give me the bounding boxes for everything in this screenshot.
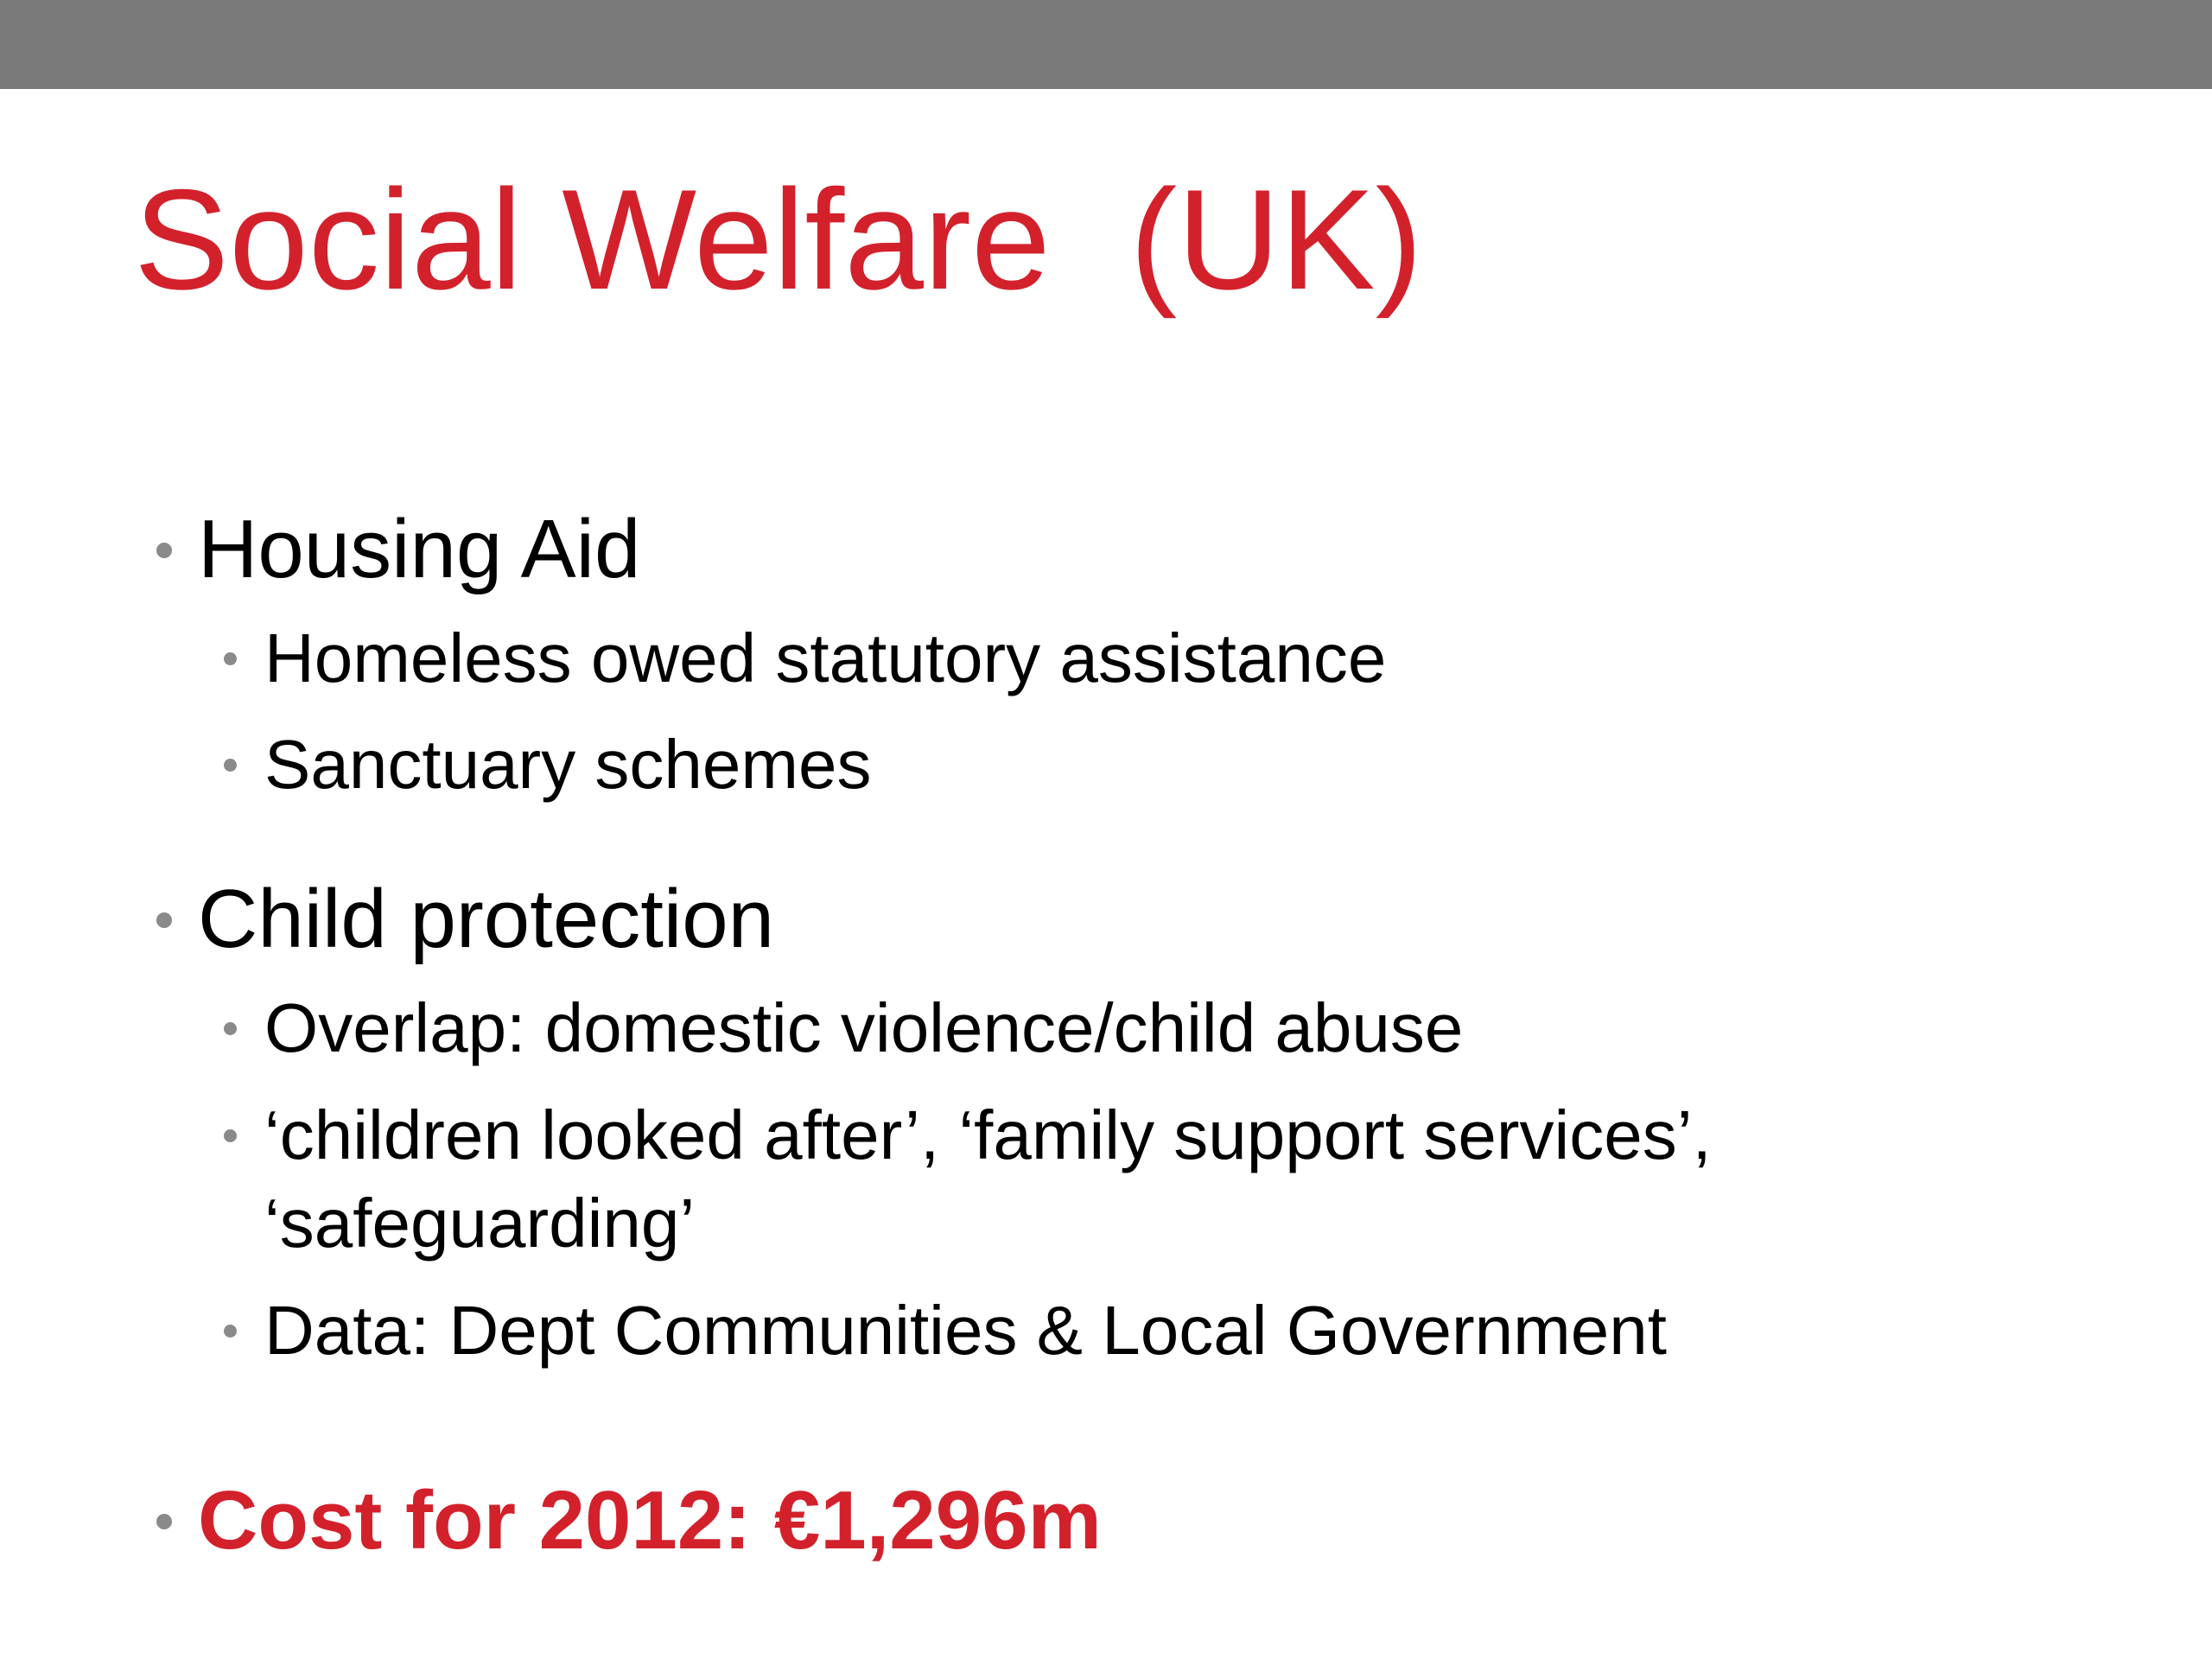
bullet-dot-icon	[156, 912, 172, 928]
sub-bullet-homeless	[264, 620, 1387, 696]
bullet-text: Cost for 2012: €1,296m	[198, 1474, 1102, 1567]
bullet-dot-icon	[224, 1325, 237, 1338]
bullet-dot-icon	[224, 1129, 237, 1142]
bullet-cost-2012	[198, 1474, 1102, 1567]
bullet-child-protection	[198, 873, 775, 965]
slide-title: Social Welfare (UK)	[134, 160, 1423, 319]
bullet-text: Data: Dept Communities & Local Government	[264, 1292, 1667, 1369]
bullet-text: ‘children looked after’, ‘family support services’, ‘safeguarding’	[264, 1096, 1712, 1262]
bullet-text: Sanctuary schemes	[264, 726, 872, 803]
bullet-dot-icon	[156, 1514, 172, 1529]
sub-bullet-overlap	[264, 989, 1464, 1066]
bullet-dot-icon	[224, 1022, 237, 1035]
bullet-dot-icon	[224, 652, 237, 665]
bullet-text: Child protection	[198, 873, 775, 965]
bullet-dot-icon	[156, 543, 172, 558]
bullet-text: Housing Aid	[198, 503, 641, 595]
sub-bullet-children-looked-after	[264, 1091, 1872, 1267]
bullet-housing-aid	[198, 503, 641, 595]
bullet-text: Overlap: domestic violence/child abuse	[264, 989, 1464, 1066]
bullet-text: Homeless owed statutory assistance	[264, 620, 1387, 696]
sub-bullet-sanctuary	[264, 726, 872, 803]
bullet-dot-icon	[224, 759, 237, 772]
sub-bullet-data-source	[264, 1292, 1667, 1369]
